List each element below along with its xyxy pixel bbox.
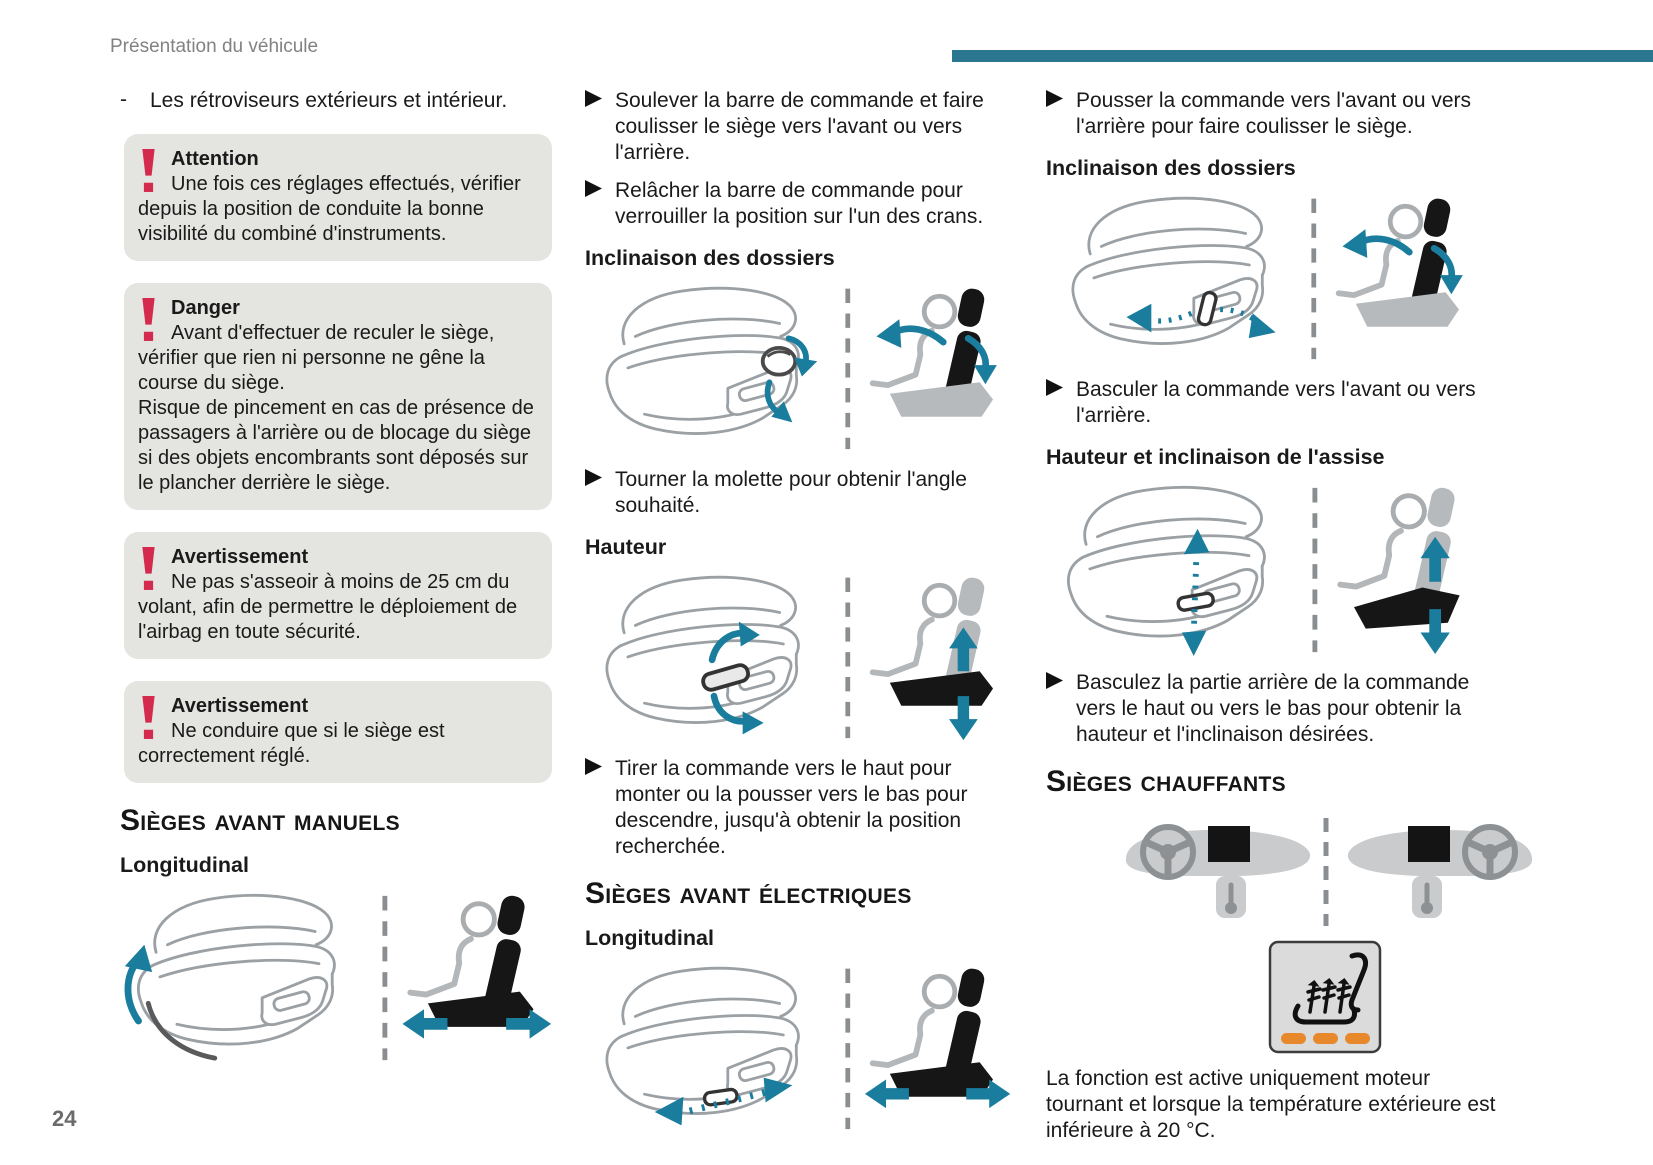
page-number: 24 (52, 1106, 77, 1131)
list-item (120, 88, 552, 114)
warning-title: Avertissement (171, 546, 309, 568)
exclamation-icon (140, 547, 157, 592)
warning-box (124, 532, 552, 659)
heated-seats-note: La fonction est active uniquement moteur tournant et lorsque la température extérieure est inférieure à 20 °C. (1046, 1067, 1496, 1142)
lift-arrow-icon (128, 962, 139, 1021)
exclamation-icon (140, 298, 157, 343)
seat-side-illustration (873, 287, 997, 417)
seat-side-illustration (1340, 486, 1459, 654)
triangle-bullet-icon (585, 756, 615, 860)
seat-side-illustration (865, 967, 1010, 1108)
subheading-longitudinal: Longitudinal (120, 853, 249, 877)
dash-marker: - (120, 88, 127, 111)
exclamation-icon (140, 696, 157, 741)
instruction-item (585, 467, 1015, 519)
subheading-backrest-recline: Inclinaison des dossiers (585, 246, 835, 270)
instruction-item (1046, 377, 1498, 429)
exclamation-icon (140, 149, 157, 194)
instruction-text: Tourner la molette pour obtenir l'angle souhaité. (615, 468, 967, 517)
warning-text: Avant d'effectuer de reculer le siège, vérifier que rien ni personne ne gêne la course du siège. (138, 322, 495, 394)
triangle-bullet-icon (1046, 88, 1076, 140)
fig-heated-seats-dashboards (1104, 814, 1554, 932)
instruction-text: Pousser la commande vers l'avant ou vers l'arrière pour faire coulisser le siège. (1076, 89, 1472, 138)
danger-box (124, 283, 552, 510)
up-arrow-icon (712, 633, 743, 660)
seat-side-illustration (402, 894, 551, 1039)
instruction-item (1046, 670, 1498, 748)
subheading-backrest-recline: Inclinaison des dossiers (1046, 156, 1296, 180)
dashboard-right-hand-drive (1348, 826, 1532, 918)
instruction-text: Relâcher la barre de commande pour verrouiller la position sur l'un des crans. (615, 179, 984, 228)
warning-text: Une fois ces réglages effectués, vérifier depuis la position de conduite la bonne visibilité du combiné d'instruments. (138, 173, 521, 245)
dashboard-left-hand-drive (1126, 826, 1310, 918)
heated-seat-button (1268, 940, 1382, 1054)
instruction-text: Soulever la barre de commande et faire coulisser le siège vers l'avant ou vers l'arrière. (615, 89, 984, 164)
instruction-text: Basculez la partie arrière de la commande vers le haut ou vers le bas pour obtenir la hauteur et l'inclinaison désirées. (1076, 671, 1470, 746)
tilt-arrow-icon (1148, 313, 1192, 321)
fig-electric-longitudinal (585, 961, 1015, 1133)
warning-text: Risque de pincement en cas de présence de passagers à l'arrière ou de blocage du siège si des objets encombrants sont déposés sur le plancher derrière le siège. (138, 397, 534, 494)
fig-manual-height (585, 570, 1015, 742)
triangle-bullet-icon (585, 88, 615, 166)
warning-title: Danger (171, 297, 240, 319)
instruction-text: Basculer la commande vers l'avant ou vers l'arrière. (1076, 378, 1476, 427)
warning-title: Avertissement (171, 695, 309, 717)
instruction-item (585, 756, 1015, 860)
section-title-manual-seats: Sièges avant manuels (120, 804, 400, 837)
accent-bar (952, 50, 1653, 62)
instruction-item (585, 88, 1015, 166)
seat-perspective-illustration (1068, 487, 1264, 636)
subheading-longitudinal: Longitudinal (585, 926, 714, 950)
fig-electric-seat-height-tilt (1046, 480, 1486, 656)
section-title-heated-seats: Sièges chauffants (1046, 765, 1286, 798)
triangle-bullet-icon (585, 467, 615, 519)
triangle-bullet-icon (1046, 670, 1076, 748)
page-header: Présentation du véhicule (110, 36, 319, 57)
seat-side-illustration (873, 576, 993, 740)
warning-text: Ne pas s'asseoir à moins de 25 cm du volant, afin de permettre le déploiement de l'airbag en toute sécurité. (138, 571, 518, 643)
seat-perspective-illustration (607, 577, 799, 722)
column-right (1046, 88, 1498, 1144)
column-middle (585, 88, 1015, 1147)
instruction-item (585, 178, 1015, 230)
triangle-bullet-icon (585, 178, 615, 230)
warning-title: Attention (171, 148, 259, 170)
seat-perspective-illustration (1073, 198, 1265, 343)
attention-box (124, 134, 552, 261)
fig-manual-longitudinal (120, 888, 552, 1064)
fig-electric-backrest-recline (1046, 191, 1486, 363)
seat-perspective-illustration (138, 895, 334, 1044)
list-item-text: Les rétroviseurs extérieurs et intérieur. (150, 89, 508, 112)
subheading-height: Hauteur (585, 535, 667, 559)
section-title-electric-seats: Sièges avant électriques (585, 877, 912, 910)
heat-level-bars (1281, 1033, 1370, 1044)
subheading-seat-height-tilt: Hauteur et inclinaison de l'assise (1046, 445, 1385, 469)
fig-manual-backrest-recline (585, 281, 1015, 453)
instruction-item (1046, 88, 1498, 140)
triangle-bullet-icon (1046, 377, 1076, 429)
warning-box (124, 681, 552, 783)
column-left (120, 88, 552, 1078)
instruction-text: Tirer la commande vers le haut pour monter ou la pousser vers le bas pour descendre, jusqu'à obtenir la position recherchée. (615, 757, 968, 858)
warning-text: Ne conduire que si le siège est correctement réglé. (138, 720, 445, 767)
seat-side-illustration (1339, 197, 1463, 327)
